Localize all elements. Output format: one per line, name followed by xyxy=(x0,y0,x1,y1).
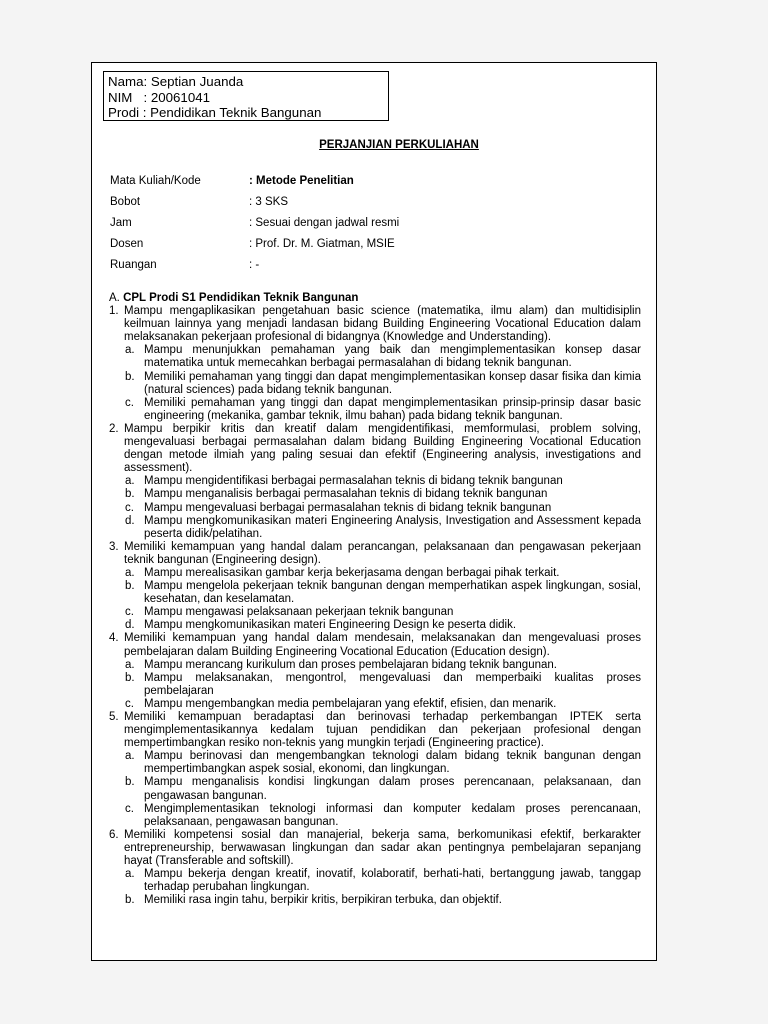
subitem-text: Mampu mengawasi pelaksanaan pekerjaan teknik bangunan xyxy=(144,606,454,619)
student-nim: NIM : 20061041 xyxy=(108,89,211,105)
course-label: Dosen xyxy=(110,238,144,250)
cpl-section xyxy=(109,292,641,907)
item-number: 2. xyxy=(109,422,119,435)
course-value: : - xyxy=(249,259,260,271)
cpl-subitem xyxy=(125,344,641,370)
subitem-text: Mampu menganalisis berbagai permasalahan teknis di bidang teknik bangunan xyxy=(144,488,548,501)
subitem-letter: b. xyxy=(125,488,135,501)
cpl-subitem xyxy=(125,475,641,488)
subitem-text: Mampu merealisasikan gambar kerja bekerjasama dengan berbagai pihak terkait. xyxy=(144,566,560,579)
subitem-text: Mampu menganalisis kondisi lingkungan dalam proses perencanaan, pelaksanaan, dan pengawasan bangunan. xyxy=(144,776,641,802)
cpl-item xyxy=(109,423,641,475)
subitem-text: Mampu menunjukkan pemahaman yang baik dan mengimplementasikan konsep dasar matematika untuk memecahkan berbagai permasalahan di bidang teknik bangunan. xyxy=(144,344,641,370)
subitem-letter: d. xyxy=(125,619,135,632)
cpl-subitem xyxy=(125,803,641,829)
course-value: : 3 SKS xyxy=(249,196,288,208)
cpl-subitem xyxy=(125,502,641,515)
subitem-text: Memiliki pemahaman yang tinggi dan dapat mengimplementasikan prinsip-prinsip dasar basic engineering (mekanika, gambar teknik, ilmu bahan) pada bidang teknik bangunan. xyxy=(144,396,641,422)
subitem-letter: c. xyxy=(125,802,134,815)
subitem-text: Mampu mengkomunikasikan materi Engineering Analysis, Investigation and Assessment kepada peserta didik/pelatihan. xyxy=(144,514,641,540)
item-text: Memiliki kemampuan yang handal dalam perancangan, pelaksanaan dan pengawasan pekerjaan teknik bangunan (Engineering design). xyxy=(124,540,641,566)
item-text: Mampu mengaplikasikan pengetahuan basic science (matematika, ilmu alam) dan multidisiplin keilmuan lainnya yang menjadi landasan bidang Building Engineering Vocational Education dalam melaksanakan pekerjaan profesional di bidangnya (Knowledge and Understanding). xyxy=(124,305,641,344)
subitem-letter: a. xyxy=(125,566,135,579)
course-row xyxy=(110,257,399,278)
item-number: 5. xyxy=(109,711,119,723)
subitem-letter: b. xyxy=(125,776,135,789)
subitem-letter: c. xyxy=(125,606,134,619)
item-number: 1. xyxy=(109,305,119,318)
cpl-subitem xyxy=(125,488,641,501)
item-text: Memiliki kemampuan yang handal dalam mendesain, melaksanakan dan mengevaluasi proses pembelajaran dalam Building Engineering Vocational Education (Education design). xyxy=(124,632,641,658)
cpl-subitem xyxy=(125,698,641,711)
subitem-letter: c. xyxy=(125,396,134,409)
subitem-letter: a. xyxy=(125,344,135,357)
subitem-text: Mampu mengembangkan media pembelajaran yang efektif, efisien, dan menarik. xyxy=(144,697,557,710)
cpl-subitem xyxy=(125,659,641,672)
course-info xyxy=(110,173,399,278)
subitem-letter: a. xyxy=(125,868,135,881)
student-prodi: Prodi : Pendidikan Teknik Bangunan xyxy=(108,105,322,120)
section-letter: A. xyxy=(109,292,120,304)
cpl-list xyxy=(109,305,641,907)
cpl-subitem xyxy=(125,580,641,606)
course-label: Mata Kuliah/Kode xyxy=(110,175,201,187)
course-row xyxy=(110,194,399,215)
cpl-subitem xyxy=(125,371,641,397)
cpl-subitem xyxy=(125,606,641,619)
item-text: Memiliki kemampuan beradaptasi dan berinovasi terhadap perkembangan IPTEK serta mengimplementasikannya kedalam tujuan pendidikan dan pekerjaan profesional dengan mempertimbangkan resiko non-teknis yang mungkin terjadi (Engineering practice). xyxy=(124,711,641,750)
subitem-text: Memiliki rasa ingin tahu, berpikir kritis, berpikiran terbuka, dan objektif. xyxy=(144,894,502,907)
subitem-letter: c. xyxy=(125,697,134,710)
section-heading xyxy=(109,292,641,305)
student-info-box xyxy=(103,71,389,121)
item-number: 3. xyxy=(109,540,119,553)
subitem-letter: c. xyxy=(125,501,134,514)
course-value: : Metode Penelitian xyxy=(249,175,354,187)
subitem-text: Mampu mengkomunikasikan materi Engineering Design ke peserta didik. xyxy=(144,619,517,632)
subitem-letter: b. xyxy=(125,370,135,383)
cpl-subitem xyxy=(125,619,641,632)
course-label: Ruangan xyxy=(110,259,157,271)
cpl-item xyxy=(109,711,641,750)
subitem-letter: a. xyxy=(125,750,135,763)
subitem-text: Memiliki pemahaman yang tinggi dan dapat mengimplementasikan konsep dasar fisika dan kimia (natural sciences) pada bidang teknik bangunan. xyxy=(144,370,641,396)
cpl-subitem xyxy=(125,397,641,423)
course-value: : Sesuai dengan jadwal resmi xyxy=(249,217,400,229)
cpl-subitem xyxy=(125,567,641,580)
cpl-item xyxy=(109,305,641,344)
item-number: 6. xyxy=(109,828,119,841)
subitem-letter: b. xyxy=(125,894,135,907)
document-page xyxy=(91,62,657,961)
course-row xyxy=(110,173,399,194)
subitem-letter: a. xyxy=(125,475,135,488)
cpl-item xyxy=(109,829,641,868)
subitem-text: Mampu bekerja dengan kreatif, inovatif, kolaboratif, berhati-hati, bertanggung jawab, tanggap terhadap perubahan lingkungan. xyxy=(144,868,641,894)
cpl-subitem xyxy=(125,894,641,907)
subitem-text: Mampu mengelola pekerjaan teknik bangunan dengan memperhatikan aspek lingkungan, sosial, kesehatan, dan keselamatan. xyxy=(144,580,641,606)
course-label: Jam xyxy=(110,217,132,229)
subitem-letter: d. xyxy=(125,514,135,527)
subitem-letter: b. xyxy=(125,580,135,593)
item-text: Memiliki kompetensi sosial dan manajerial, bekerja sama, berkomunikasi efektif, berkarakter entrepreneurship, berwawasan lingkungan dan sadar akan pentingnya pembelajaran sepanjang hayat (Transferable and softskill). xyxy=(124,828,641,868)
item-text: Mampu berpikir kritis dan kreatif dalam mengidentifikasi, memformulasi, problem solving, mengevaluasi berbagai permasalahan dalam bidang Building Engineering Vocational Education dengan metode ilmiah yang paling sesuai dan efektif (Engineering analysis, investigations and assessment). xyxy=(124,422,641,475)
item-number: 4. xyxy=(109,632,119,645)
cpl-item xyxy=(109,632,641,658)
course-row xyxy=(110,236,399,257)
cpl-subitem xyxy=(125,776,641,802)
course-row xyxy=(110,215,399,236)
subitem-text: Mengimplementasikan teknologi informasi dan komputer kedalam proses perencanaan, pelaksanaan, pengawasan bangunan. xyxy=(144,802,641,828)
course-label: Bobot xyxy=(110,196,141,208)
document-title: PERJANJIAN PERKULIAHAN xyxy=(319,139,479,151)
cpl-item xyxy=(109,541,641,567)
cpl-subitem xyxy=(125,672,641,698)
section-title: CPL Prodi S1 Pendidikan Teknik Bangunan xyxy=(123,292,359,304)
subitem-text: Mampu mengevaluasi berbagai permasalahan teknis di bidang teknik bangunan xyxy=(144,501,552,514)
subitem-text: Mampu melaksanakan, mengontrol, mengevaluasi dan memperbaiki kualitas proses pembelajaran xyxy=(144,671,641,697)
cpl-subitem xyxy=(125,868,641,894)
cpl-subitem xyxy=(125,750,641,776)
subitem-letter: b. xyxy=(125,671,135,684)
subitem-letter: a. xyxy=(125,658,135,671)
subitem-text: Mampu mengidentifikasi berbagai permasalahan teknis di bidang teknik bangunan xyxy=(144,475,563,488)
subitem-text: Mampu berinovasi dan mengembangkan teknologi dalam bidang teknik bangunan dengan mempertimbangkan aspek sosial, ekonomi, dan lingkungan. xyxy=(144,750,641,776)
subitem-text: Mampu merancang kurikulum dan proses pembelajaran bidang teknik bangunan. xyxy=(144,658,557,671)
course-value: : Prof. Dr. M. Giatman, MSIE xyxy=(249,238,395,250)
student-name: Nama: Septian Juanda xyxy=(108,74,244,89)
cpl-subitem xyxy=(125,515,641,541)
